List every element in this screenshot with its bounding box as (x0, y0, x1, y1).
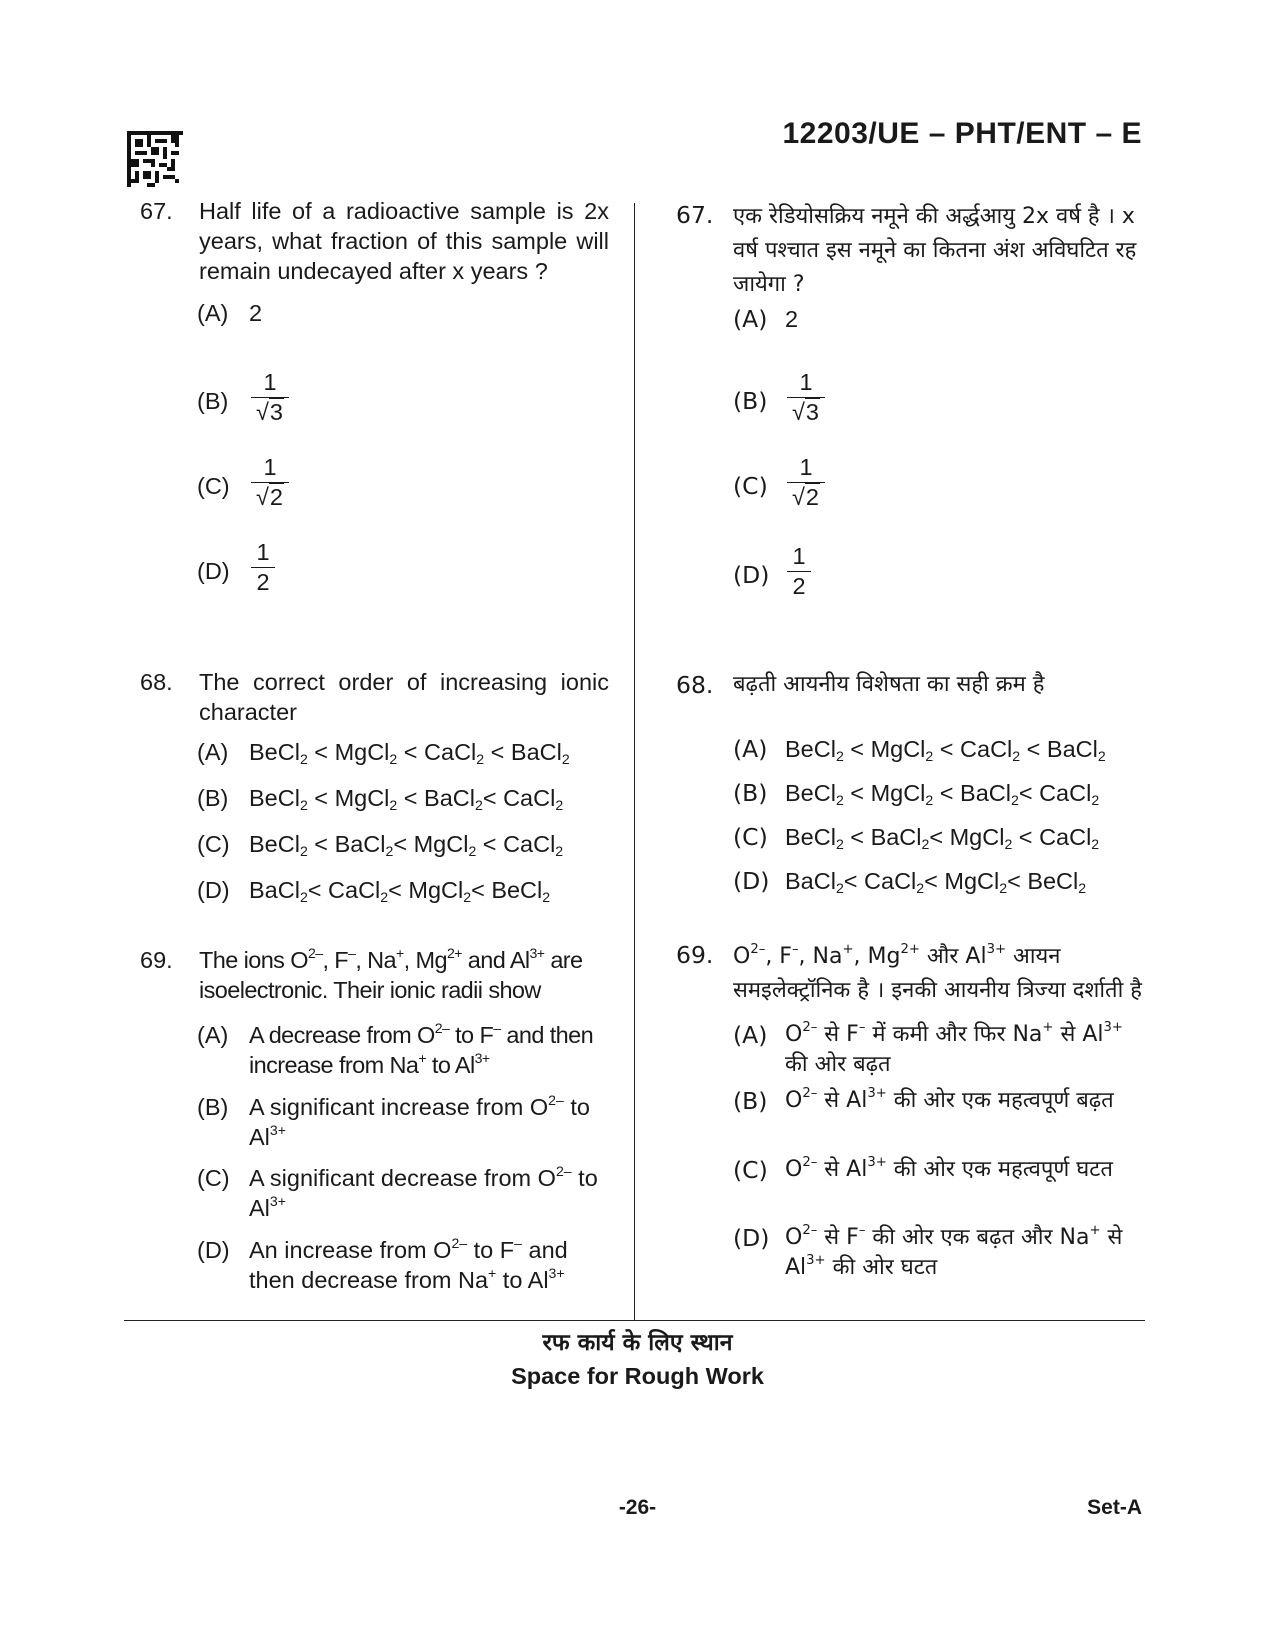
option-label: (D) (733, 867, 770, 895)
fraction (251, 369, 289, 426)
question-68-hindi (676, 670, 1146, 920)
question-67-hindi (676, 200, 1146, 620)
denominator: 2 (256, 569, 270, 595)
question-text: The correct order of increasing ionic character (199, 669, 609, 725)
square-root: √3 (792, 399, 819, 425)
question-text: The ions $O^{2-}$, F–, Na+, $Mg^{2+}$ and $Al^{3+}$ are isoelectronic. Their ionic radii show (199, 945, 583, 1003)
option-text: BeCl$_2$ < MgCl$_2$ < CaCl$_2$ < BaCl$_2$ (249, 739, 570, 767)
numerator: 1 (787, 543, 811, 572)
option-label: (D) (197, 877, 230, 903)
fraction (787, 369, 825, 426)
option-label: (C) (733, 1156, 768, 1184)
option-text: $O^{2-}$ से $Al^{3+}$ की ओर एक महत्वपूर्ण घटत (785, 1155, 1113, 1182)
option-label: (C) (733, 823, 768, 851)
option-label: (A) (197, 739, 229, 765)
option-label: (B) (733, 779, 768, 807)
question-number: 69. (676, 941, 714, 969)
numerator: 1 (787, 369, 825, 398)
numerator: 1 (251, 539, 275, 568)
question-69-english (140, 945, 610, 1315)
question-number: 68. (676, 671, 714, 699)
column-divider (634, 203, 635, 1321)
option-label: (C) (197, 831, 230, 857)
option-label: (D) (733, 561, 770, 589)
question-number: 67. (140, 198, 173, 224)
question-number: 69. (140, 947, 173, 973)
horizontal-divider (124, 1320, 1145, 1321)
option-label: (C) (733, 472, 768, 500)
option-label: (B) (197, 785, 229, 811)
square-root: √2 (256, 484, 283, 510)
option-text: BeCl$_2$ < BaCl$_2$< MgCl$_2$ < CaCl$_2$ (249, 831, 564, 859)
option-text: BaCl$_2$< CaCl$_2$< MgCl$_2$< BeCl$_2$ (785, 868, 1087, 896)
square-root: √2 (792, 484, 819, 510)
option-label: (D) (197, 558, 230, 584)
option-label: (D) (733, 1224, 770, 1252)
set-label: Set-A (1087, 1496, 1142, 1519)
option-label: (B) (197, 388, 229, 414)
option-text: A decrease from $O^{2-}$ to F– and then increase from Na+ to $Al^{3+}$ (249, 1020, 594, 1078)
option-label: (A) (197, 300, 229, 326)
option-label: (C) (197, 1165, 230, 1191)
option-text: BeCl$_2$ < BaCl$_2$< MgCl$_2$ < CaCl$_2$ (785, 824, 1100, 852)
question-number: 68. (140, 669, 173, 695)
question-68-english (140, 667, 610, 917)
rough-work-title: Space for Rough Work (511, 1363, 764, 1389)
qr-code-image (127, 131, 183, 187)
question-67-english (140, 196, 610, 616)
option-text: $O^{2-}$ से F– की ओर एक बढ़त और Na+ से $Al^{3+}$ की ओर घटत (785, 1223, 1123, 1280)
square-root: √3 (256, 399, 283, 425)
option-text: BeCl$_2$ < MgCl$_2$ < BaCl$_2$< CaCl$_2$ (249, 785, 564, 813)
option-text: A significant increase from $O^{2-}$ to $Al^{3+}$ (249, 1092, 590, 1150)
fraction (787, 454, 825, 511)
option-text: BaCl$_2$< CaCl$_2$< MgCl$_2$< BeCl$_2$ (249, 877, 551, 905)
option-text: BeCl$_2$ < MgCl$_2$ < BaCl$_2$< CaCl$_2$ (785, 780, 1100, 808)
option-text: 2 (785, 306, 799, 332)
question-text: $O^{2-}$, F–, Na+, $Mg^{2+}$ और $Al^{3+}$ आयन समइलेक्ट्रॉनिक है । इनकी आयनीय त्रिज्या दर्शाती है (733, 942, 1142, 1003)
paper-code: 12203/UE – PHT/ENT – E (782, 117, 1142, 150)
page-number: -26- (618, 1496, 657, 1519)
rough-work-title-hindi: रफ कार्य के लिए स्थान (542, 1330, 733, 1356)
denominator: 2 (792, 573, 806, 599)
numerator: 1 (251, 369, 289, 398)
option-label: (D) (197, 1237, 230, 1263)
option-label: (B) (733, 1087, 768, 1115)
numerator: 1 (787, 454, 825, 483)
fraction (787, 543, 811, 600)
option-label: (A) (197, 1022, 229, 1048)
option-text: BeCl$_2$ < MgCl$_2$ < CaCl$_2$ < BaCl$_2$ (785, 736, 1106, 764)
option-label: (A) (733, 735, 768, 763)
option-text: A significant decrease from $O^{2-}$ to $Al^{3+}$ (249, 1163, 598, 1221)
option-label: (B) (733, 387, 768, 415)
question-number: 67. (676, 201, 714, 229)
option-label: (A) (733, 305, 768, 333)
question-text: Half life of a radioactive sample is 2x years, what fraction of this sample will remain undecayed after x years ? (199, 198, 609, 284)
question-69-hindi (676, 940, 1146, 1310)
option-text: $O^{2-}$ से F– में कमी और फिर Na+ से $Al^{3+}$ की ओर बढ़त (785, 1020, 1123, 1077)
option-label: (C) (197, 473, 230, 499)
question-text: बढ़ती आयनीय विशेषता का सही क्रम है (733, 672, 1045, 697)
option-label: (B) (197, 1094, 229, 1120)
option-text: $O^{2-}$ से $Al^{3+}$ की ओर एक महत्वपूर्ण बढ़त (785, 1086, 1114, 1113)
option-label: (A) (733, 1021, 768, 1049)
question-text: एक रेडियोसक्रिय नमूने की अर्द्धआयु 2x वर्ष है । x वर्ष पश्चात इस नमूने का कितना अंश अविघटित रह जायेगा ? (733, 204, 1137, 297)
numerator: 1 (251, 454, 289, 483)
fraction (251, 454, 289, 511)
fraction (251, 539, 275, 596)
option-text: 2 (249, 300, 263, 326)
option-text: An increase from $O^{2-}$ to F– and then decrease from Na+ to $Al^{3+}$ (249, 1235, 568, 1293)
